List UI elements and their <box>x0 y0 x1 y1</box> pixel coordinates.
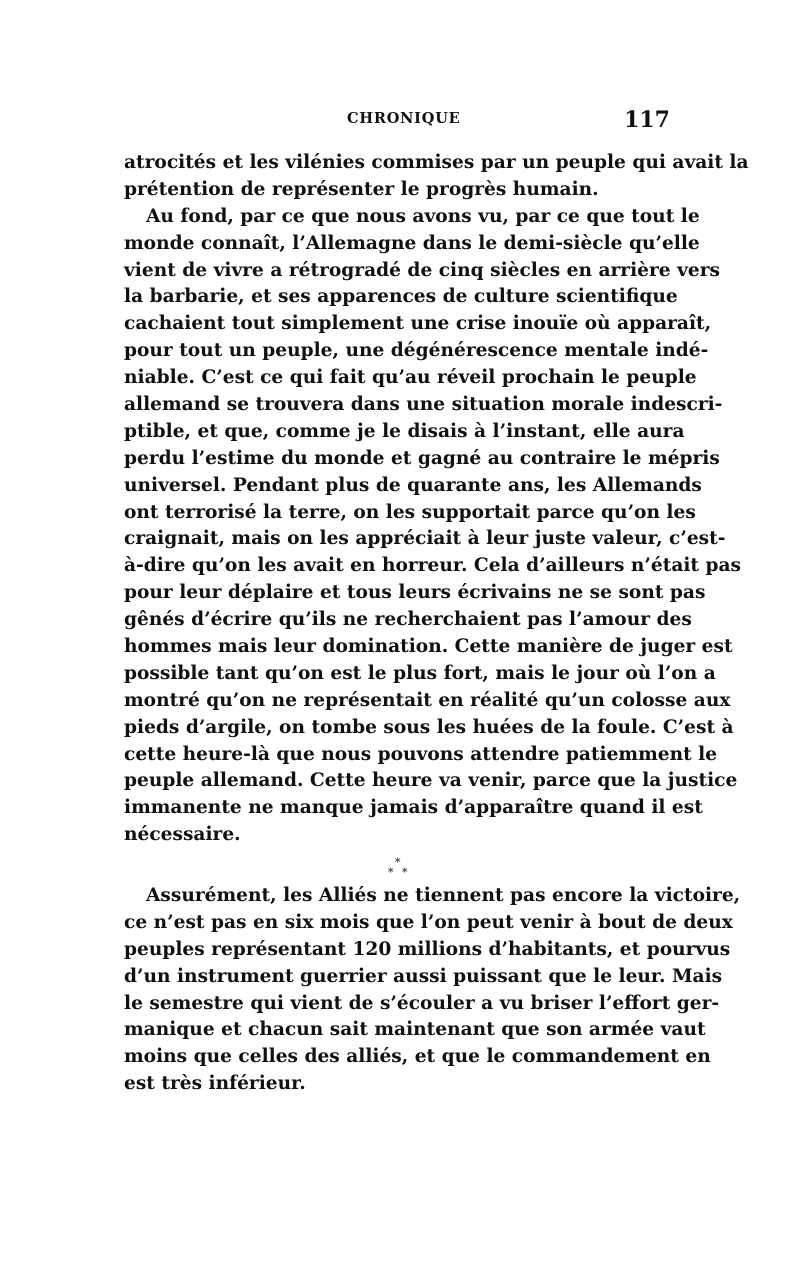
text-line: d’un instrument guerrier aussi puissant que le leur. Mais <box>124 965 723 987</box>
paragraph-2 <box>124 204 742 849</box>
text-line: à-dire qu’on les avait en horreur. Cela d’ailleurs n’était pas <box>124 555 742 577</box>
text-line: pour tout un peuple, une dégénérescence mentale indé- <box>124 340 709 362</box>
page-header <box>124 107 670 140</box>
text-line: pieds d’argile, on tombe sous les huées de la foule. C’est à <box>124 716 734 738</box>
text-line: ce n’est pas en six mois que l’on peut venir à bout de deux <box>124 911 733 933</box>
text-line: universel. Pendant plus de quarante ans, les Allemands <box>124 474 702 496</box>
text-line: nécessaire. <box>124 824 241 846</box>
main-text-block <box>124 150 749 849</box>
text-line: ont terrorisé la terre, on les supportait parce qu’on les <box>124 501 696 523</box>
paragraph-3 <box>124 883 741 1098</box>
text-line: montré qu’on ne représentait en réalité qu’un colosse aux <box>124 689 731 711</box>
text-line: Au fond, par ce que nous avons vu, par ce que tout le <box>146 205 700 227</box>
second-text-block <box>124 883 741 1098</box>
text-line: manique et chacun sait maintenant que son armée vaut <box>124 1019 706 1041</box>
asterism-star-icon: * <box>402 866 408 879</box>
text-line: pour leur déplaire et tous leurs écrivains ne se sont pas <box>124 582 706 604</box>
text-line: monde connaît, l’Allemagne dans le demi-siècle qu’elle <box>124 232 700 254</box>
asterism-star-icon: * <box>388 866 394 879</box>
text-line: la barbarie, et ses apparences de culture scientifique <box>124 286 678 308</box>
paragraph-1 <box>124 150 749 204</box>
text-line: atrocités et les vilénies commises par un peuple qui avait la <box>124 152 749 173</box>
page-number: 117 <box>624 107 670 133</box>
text-line: moins que celles des alliés, et que le commandement en <box>124 1046 711 1068</box>
text-line: cachaient tout simplement une crise inouïe où apparaît, <box>124 313 712 335</box>
text-line: possible tant qu’on est le plus fort, mais le jour où l’on a <box>124 662 716 684</box>
text-line: gênés d’écrire qu’ils ne recherchaient pas l’amour des <box>124 609 692 631</box>
text-line: immanente ne manque jamais d’apparaître quand il est <box>124 797 703 819</box>
text-line: Assurément, les Alliés ne tiennent pas encore la victoire, <box>146 885 741 906</box>
text-line: cette heure-là que nous pouvons attendre patiemment le <box>124 743 718 765</box>
asterism-star-icon: * <box>395 856 401 869</box>
text-line: perdu l’estime du monde et gagné au contraire le mépris <box>124 447 720 469</box>
text-line: hommes mais leur domination. Cette manière de juger est <box>124 636 733 658</box>
text-line: peuples représentant 120 millions d’habitants, et pourvus <box>124 938 731 960</box>
text-line: ptible, et que, comme je le disais à l’instant, elle aura <box>124 420 685 442</box>
text-line: craignait, mais on les appréciait à leur juste valeur, c’est- <box>124 528 726 550</box>
text-line: niable. C’est ce qui fait qu’au réveil prochain le peuple <box>124 367 697 389</box>
text-line: allemand se trouvera dans une situation morale indescri- <box>124 394 723 416</box>
running-title: CHRONIQUE <box>347 110 461 127</box>
text-line: vient de vivre a rétrogradé de cinq siècles en arrière vers <box>124 259 720 281</box>
text-line: est très inférieur. <box>124 1073 306 1095</box>
text-line: peuple allemand. Cette heure va venir, parce que la justice <box>124 770 738 792</box>
text-line: prétention de représenter le progrès humain. <box>124 178 599 200</box>
text-line: le semestre qui vient de s’écouler a vu briser l’effort ger- <box>124 992 720 1014</box>
